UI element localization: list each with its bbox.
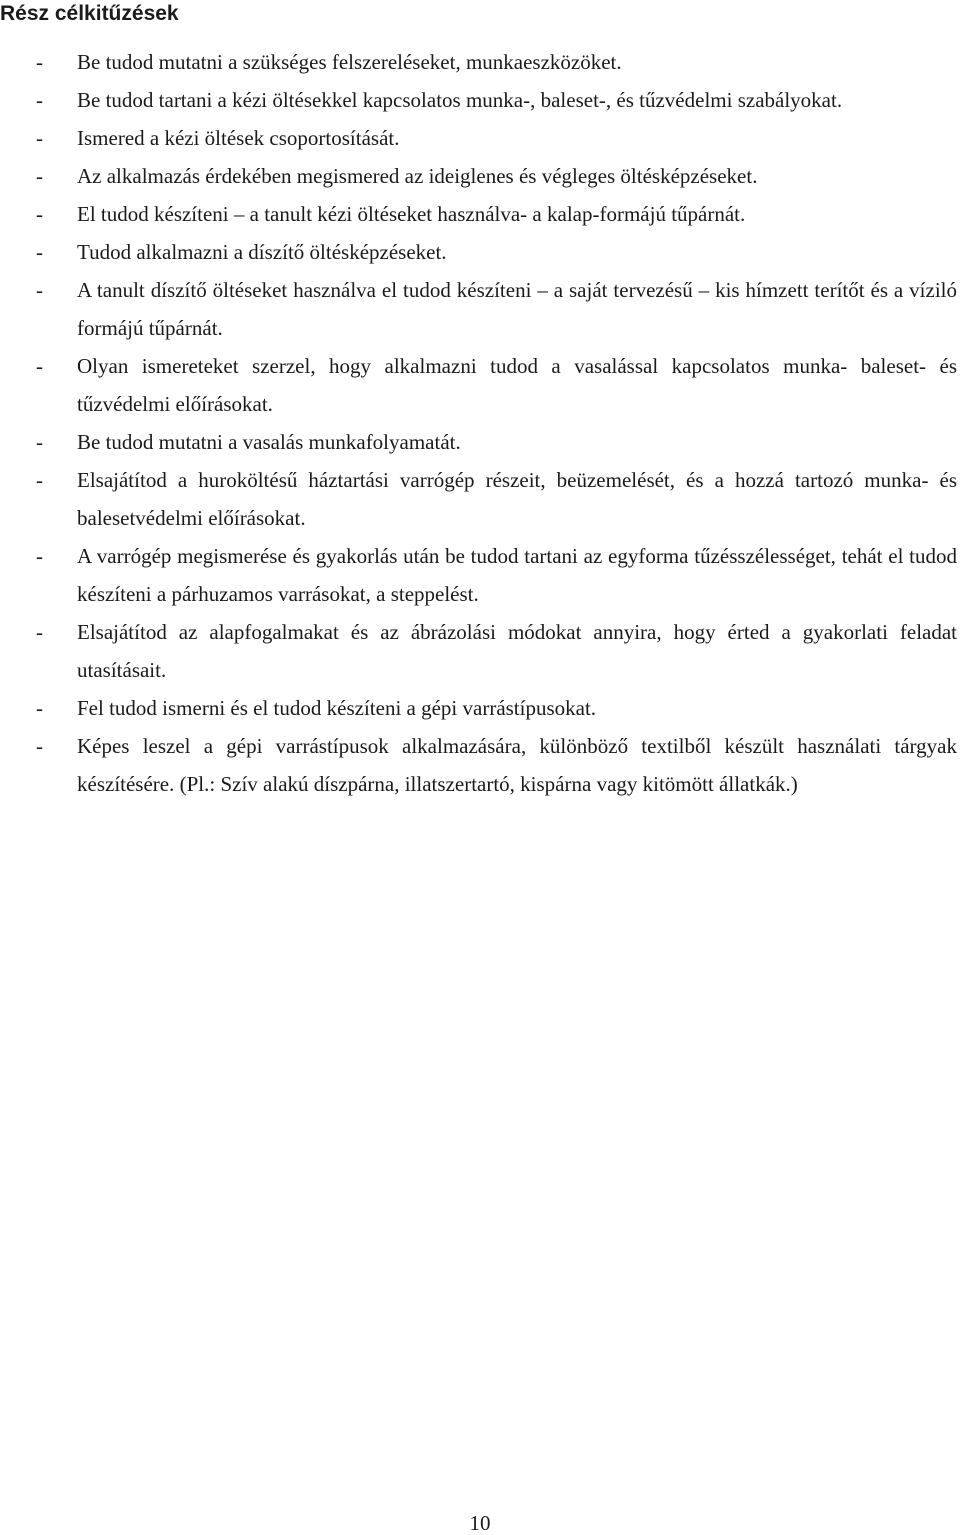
goal-text: Elsajátítod a huroköltésű háztartási varrógép részeit, beüzemelését, és a hozzá tartozó munka- és balesetvédelmi előírásokat. <box>77 468 957 530</box>
goals-list <box>36 43 957 803</box>
goal-item <box>36 423 957 461</box>
bullet-dash: - <box>36 620 43 644</box>
goal-text: A varrógép megismerése és gyakorlás után be tudod tartani az egyforma tűzésszélességet, tehát el tudod készíteni a párhuzamos varrásokat, a steppelést. <box>77 544 957 606</box>
goal-item <box>36 157 957 195</box>
goal-text: Be tudod tartani a kézi öltésekkel kapcsolatos munka-, baleset-, és tűzvédelmi szabályokat. <box>77 88 843 112</box>
bullet-dash: - <box>36 202 43 226</box>
goal-text: Be tudod mutatni a szükséges felszereléseket, munkaeszközöket. <box>77 50 622 74</box>
bullet-dash: - <box>36 126 43 150</box>
goal-item <box>36 461 957 537</box>
bullet-dash: - <box>36 696 43 720</box>
goal-item <box>36 81 957 119</box>
goal-text: Olyan ismereteket szerzel, hogy alkalmazni tudod a vasalással kapcsolatos munka- baleset- és tűzvédelmi előírásokat. <box>77 354 957 416</box>
bullet-dash: - <box>36 278 43 302</box>
goal-item <box>36 271 957 347</box>
bullet-dash: - <box>36 430 43 454</box>
bullet-dash: - <box>36 544 43 568</box>
goal-item <box>36 43 957 81</box>
goal-text: Az alkalmazás érdekében megismered az ideiglenes és végleges öltésképzéseket. <box>77 164 758 188</box>
goal-text: Képes leszel a gépi varrástípusok alkalmazására, különböző textilből készült használati tárgyak készítésére. (Pl.: Szív alakú díszpárna, illatszertartó, kispárna vagy kitömött állatkák.) <box>77 734 957 796</box>
goal-item <box>36 537 957 613</box>
bullet-dash: - <box>36 468 43 492</box>
bullet-dash: - <box>36 354 43 378</box>
goal-item <box>36 689 957 727</box>
goal-text: Elsajátítod az alapfogalmakat és az ábrázolási módokat annyira, hogy érted a gyakorlati feladat utasításait. <box>77 620 957 682</box>
goal-item <box>36 727 957 803</box>
goal-text: Ismered a kézi öltések csoportosítását. <box>77 126 400 150</box>
goal-item <box>36 613 957 689</box>
bullet-dash: - <box>36 240 43 264</box>
bullet-dash: - <box>36 88 43 112</box>
goal-text: Fel tudod ismerni és el tudod készíteni a gépi varrástípusokat. <box>77 696 597 720</box>
bullet-dash: - <box>36 734 43 758</box>
goal-text: Tudod alkalmazni a díszítő öltésképzéseket. <box>77 240 447 264</box>
goal-item <box>36 119 957 157</box>
goal-item <box>36 233 957 271</box>
bullet-dash: - <box>36 164 43 188</box>
bullet-dash: - <box>36 50 43 74</box>
goal-text: El tudod készíteni – a tanult kézi öltéseket használva- a kalap-formájú tűpárnát. <box>77 202 746 226</box>
goal-item <box>36 195 957 233</box>
goal-item <box>36 347 957 423</box>
goal-text: Be tudod mutatni a vasalás munkafolyamatát. <box>77 430 461 454</box>
section-heading: Rész célkitűzések <box>0 2 179 25</box>
page-number: 10 <box>469 1511 491 1535</box>
goal-text: A tanult díszítő öltéseket használva el tudod készíteni – a saját tervezésű – kis hímzett terítőt és a víziló formájú tűpárnát. <box>77 278 957 340</box>
